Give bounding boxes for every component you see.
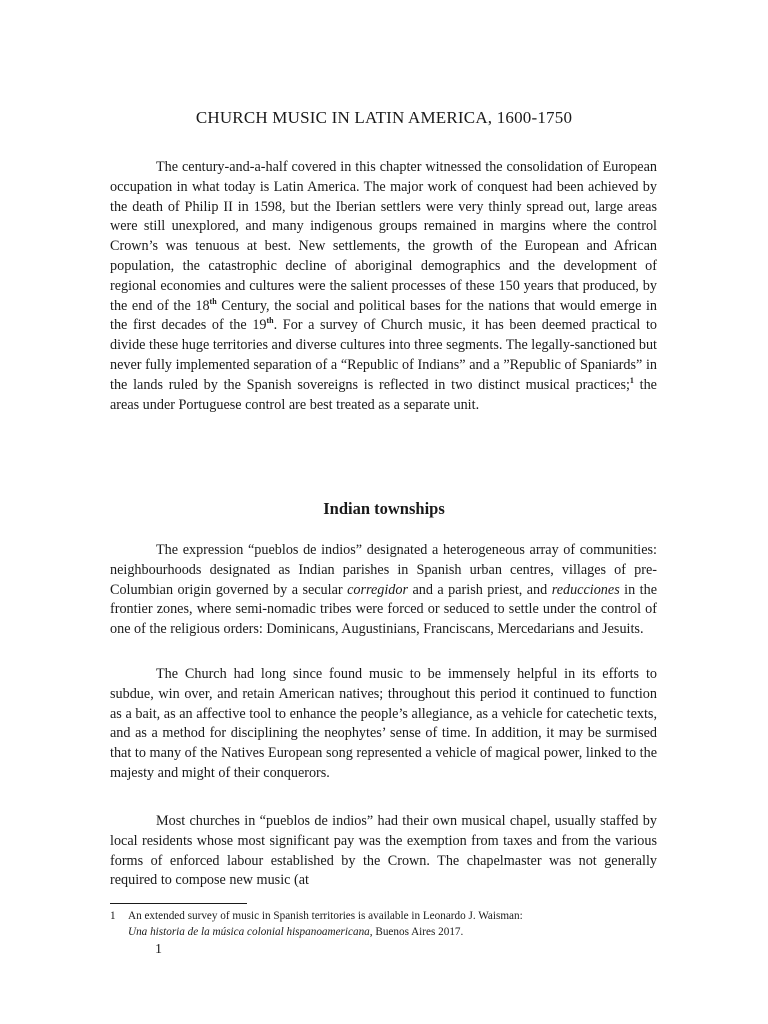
footnote-tail: Buenos Aires 2017.	[372, 926, 464, 938]
para-text: The expression “pueblos de indios” designated a heterogeneous array of communities: neighbourhoods designated as Indian parishes in Spanish urban centres, villages of pre-Columbian origin governed by a secular	[110, 542, 657, 598]
superscript-ordinal: th	[209, 296, 217, 306]
footnote-continuation	[110, 924, 657, 940]
superscript-ordinal: th	[266, 316, 274, 326]
italic-term: corregidor	[347, 581, 409, 598]
intro-text-4: the areas under Portuguese control are best treated as a separate unit.	[110, 376, 657, 413]
footnote-reference[interactable]: 1	[629, 375, 634, 385]
page-number: 1	[155, 942, 162, 957]
intro-paragraph	[110, 158, 657, 415]
para-text: in the frontier zones, where semi-nomadic tribes were forced or seduced to settle under the control of one of the religious orders: Dominicans, Augustinians, Franciscans, Mercedarians and Jesuits.	[110, 581, 657, 638]
para-text: and a parish priest, and	[408, 581, 552, 598]
section-heading: Indian townships	[323, 499, 445, 518]
body-paragraph: Most churches in “pueblos de indios” had their own musical chapel, usually staffed by local residents whose most significant pay was the exemption from taxes and from the various forms of enforced labour established by the Crown. The chapelmaster was not generally required to compose new music (at	[110, 813, 657, 889]
intro-text-2: Century, the social and political bases for the nations that would emerge in the first decades of the 19	[110, 297, 658, 334]
intro-text-1: The century-and-a-half covered in this chapter witnessed the consolidation of European occupation in what today is Latin America. The major work of conquest had been achieved by the death of Philip II in 1598, but the Iberian settlers were very thinly spread out, large areas were still unexplored, and many indigenous groups remained in margins where the control Crown’s was tenuous at best. New settlements, the growth of the European and African population, the catastrophic decline of aboriginal demographics and the development of regional economies and cultures were the salient processes of these 150 years that produced, by the end of the 18	[110, 159, 657, 314]
footnote	[110, 908, 657, 940]
footnote-divider	[110, 903, 247, 904]
body-paragraph	[110, 541, 657, 640]
intro-text-3: . For a survey of Church music, it has been deemed practical to divide these huge territories and diverse cultures into three segments. The legally-sanctioned but never fully implemented separation of a “Republic of Indians” and a ”Republic of Spaniards” in the lands ruled by the Spanish sovereigns is reflected in two distinct musical practices;	[110, 317, 657, 393]
footnote-number: 1	[110, 910, 116, 922]
footnote-text: An extended survey of music in Spanish territories is available in Leonardo J. Waisman:	[128, 910, 523, 922]
chapter-title: CHURCH MUSIC IN LATIN AMERICA, 1600-1750	[195, 108, 573, 127]
footnote-book-title: Una historia de la música colonial hispanoamericana,	[128, 926, 373, 938]
italic-term: reducciones	[551, 581, 620, 598]
body-paragraph: The Church had long since found music to be immensely helpful in its efforts to subdue, win over, and retain American natives; throughout this period it continued to function as a bait, as an affective tool to enhance the people’s allegiance, as a vehicle for catechetic texts, and as a method for disciplining the neophytes’ sense of time. In addition, it may be surmised that to many of the Natives European song represented a vehicle of magical power, linked to the majesty and might of their conquerors.	[110, 666, 657, 781]
